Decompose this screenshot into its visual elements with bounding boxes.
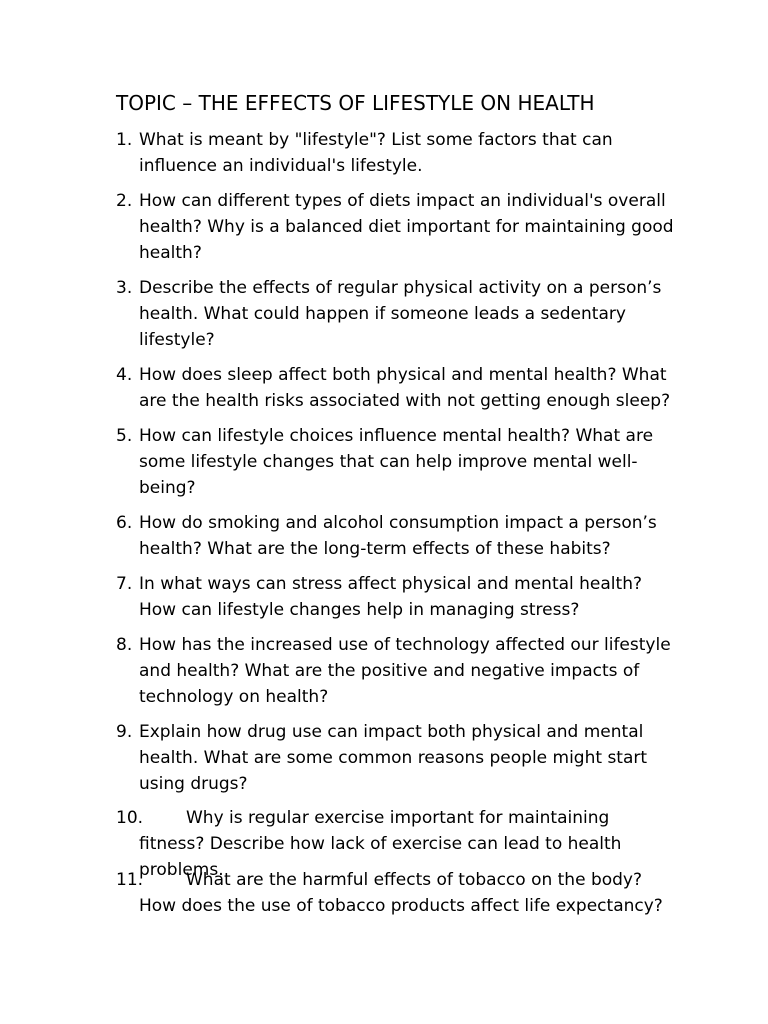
question-number: 11. (116, 870, 144, 890)
question-number: 4. (116, 365, 133, 385)
question-text: Explain how drug use can impact both physical and mental health. What are some common reasons people might start using drugs? (139, 722, 648, 794)
question-text: How has the increased use of technology affected our lifestyle and health? What are the positive and negative impacts of technology on health? (139, 635, 671, 707)
question-item (116, 633, 676, 710)
question-number: 7. (116, 574, 133, 594)
question-number: 3. (116, 278, 133, 298)
question-text: Describe the effects of regular physical activity on a person’s health. What could happen if someone leads a sedentary lifestyle? (139, 278, 662, 350)
question-text: How do smoking and alcohol consumption impact a person’s health? What are the long-term effects of these habits? (139, 513, 657, 559)
question-text: What are the harmful effects of tobacco on the body? How does the use of tobacco products affect life expectancy? (139, 870, 663, 916)
question-item (116, 128, 676, 180)
question-item (116, 511, 676, 563)
question-item (116, 572, 676, 624)
question-item (116, 189, 676, 266)
question-item (116, 720, 676, 797)
question-item (116, 424, 676, 501)
question-text: How does sleep affect both physical and mental health? What are the health risks associated with not getting enough sleep? (139, 365, 671, 411)
question-number: 6. (116, 513, 133, 533)
question-number: 10. (116, 808, 144, 828)
question-text: How can lifestyle choices influence mental health? What are some lifestyle changes that can help improve mental well-being? (139, 426, 654, 498)
question-text: In what ways can stress affect physical and mental health? How can lifestyle changes help in managing stress? (139, 574, 642, 620)
question-text: What is meant by "lifestyle"? List some factors that can influence an individual's lifestyle. (139, 130, 613, 176)
question-text: Why is regular exercise important for maintaining fitness? Describe how lack of exercise can lead to health problems. (139, 808, 622, 880)
question-text: How can different types of diets impact an individual's overall health? Why is a balanced diet important for maintaining good health? (139, 191, 674, 263)
question-item (116, 276, 676, 353)
question-number: 2. (116, 191, 133, 211)
question-item (116, 363, 676, 415)
question-number: 5. (116, 426, 133, 446)
page-title: TOPIC – THE EFFECTS OF LIFESTYLE ON HEALTH (116, 91, 595, 115)
question-item (116, 868, 676, 920)
question-number: 8. (116, 635, 133, 655)
question-number: 9. (116, 722, 133, 742)
question-number: 1. (116, 130, 133, 150)
